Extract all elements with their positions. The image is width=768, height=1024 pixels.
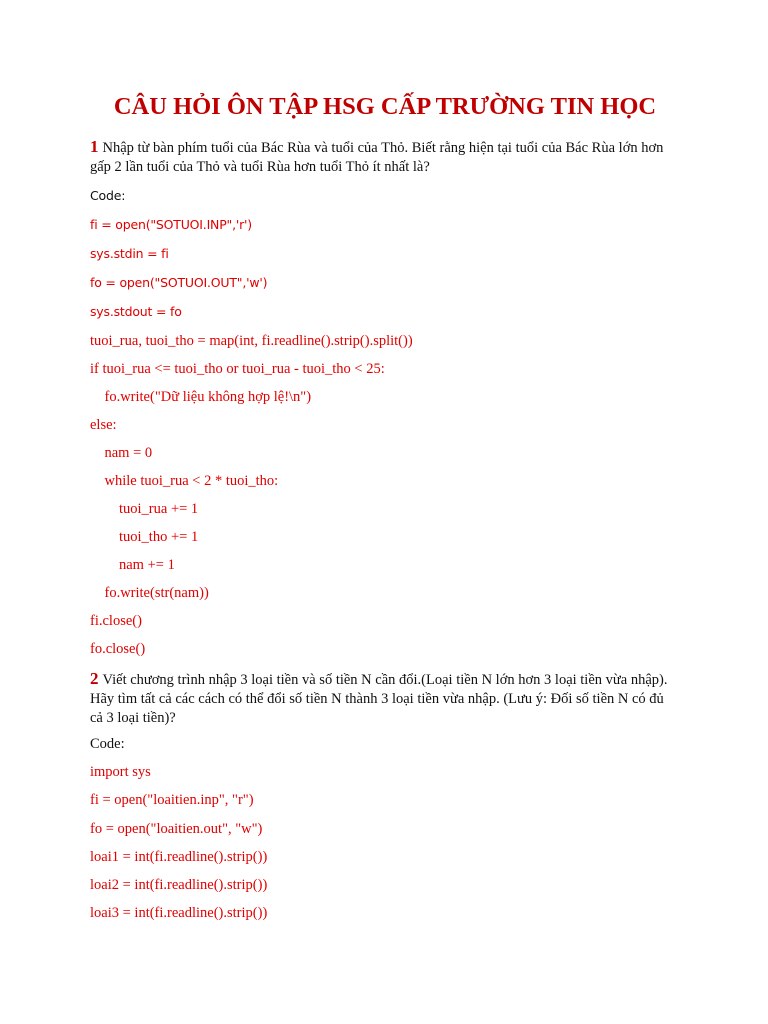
q2-code-line-4: loai1 = int(fi.readline().strip()) [90, 849, 268, 865]
q2-code-line-3: fo = open("loaitien.out", "w") [90, 821, 263, 837]
q2-code-label: Code: [90, 736, 125, 752]
q1-code-line-14: fo.write(str(nam)) [90, 585, 209, 601]
q2-code-line-5: loai2 = int(fi.readline().strip()) [90, 877, 268, 893]
q2-code-line-1: import sys [90, 764, 151, 780]
question-2-number: 2 [90, 669, 99, 688]
q1-code-line-7: fo.write("Dữ liệu không hợp lệ!\n") [90, 389, 312, 405]
q2-code-line-2: fi = open("loaitien.inp", "r") [90, 792, 254, 808]
q1-code-line-6: if tuoi_rua <= tuoi_tho or tuoi_rua - tuoi_tho < 25: [90, 361, 385, 377]
q1-code-line-9: nam = 0 [90, 445, 153, 461]
question-1-number: 1 [90, 137, 99, 156]
q1-code-line-1: fi = open("SOTUOI.INP",'r') [90, 217, 252, 232]
q1-code-line-11: tuoi_rua += 1 [90, 501, 199, 517]
question-1 [90, 137, 670, 177]
document-title: CÂU HỎI ÔN TẬP HSG CẤP TRƯỜNG TIN HỌC [113, 93, 657, 120]
q1-code-line-4: sys.stdout = fo [90, 304, 182, 319]
q1-code-line-3: fo = open("SOTUOI.OUT",'w') [90, 275, 268, 290]
q1-code-line-16: fo.close() [90, 641, 146, 657]
q1-code-line-5: tuoi_rua, tuoi_tho = map(int, fi.readline().strip().split()) [90, 333, 413, 349]
q1-code-line-10: while tuoi_rua < 2 * tuoi_tho: [90, 473, 279, 489]
q1-code-line-12: tuoi_tho += 1 [90, 529, 199, 545]
question-2-text: Viết chương trình nhập 3 loại tiền và số tiền N cần đổi.(Loại tiền N lớn hơn 3 loại tiền vừa nhập). Hãy tìm tất cả các cách có thể đổi số tiền N thành 3 loại tiền vừa nhập. (Lưu ý: Đối số tiền N có đủ cả 3 loại tiền)? [90, 672, 668, 726]
q1-code-line-8: else: [90, 417, 117, 433]
question-1-text: Nhập từ bàn phím tuổi của Bác Rùa và tuổi của Thỏ. Biết rằng hiện tại tuổi của Bác Rùa lớn hơn gấp 2 lần tuổi của Thỏ và tuổi Rùa hơn tuổi Thỏ ít nhất là? [90, 140, 664, 175]
q2-code-line-6: loai3 = int(fi.readline().strip()) [90, 905, 268, 921]
q1-code-line-2: sys.stdin = fi [90, 246, 169, 261]
q1-code-line-15: fi.close() [90, 613, 142, 629]
q1-code-label: Code: [90, 188, 126, 203]
question-2 [90, 669, 670, 728]
q1-code-line-13: nam += 1 [90, 557, 175, 573]
